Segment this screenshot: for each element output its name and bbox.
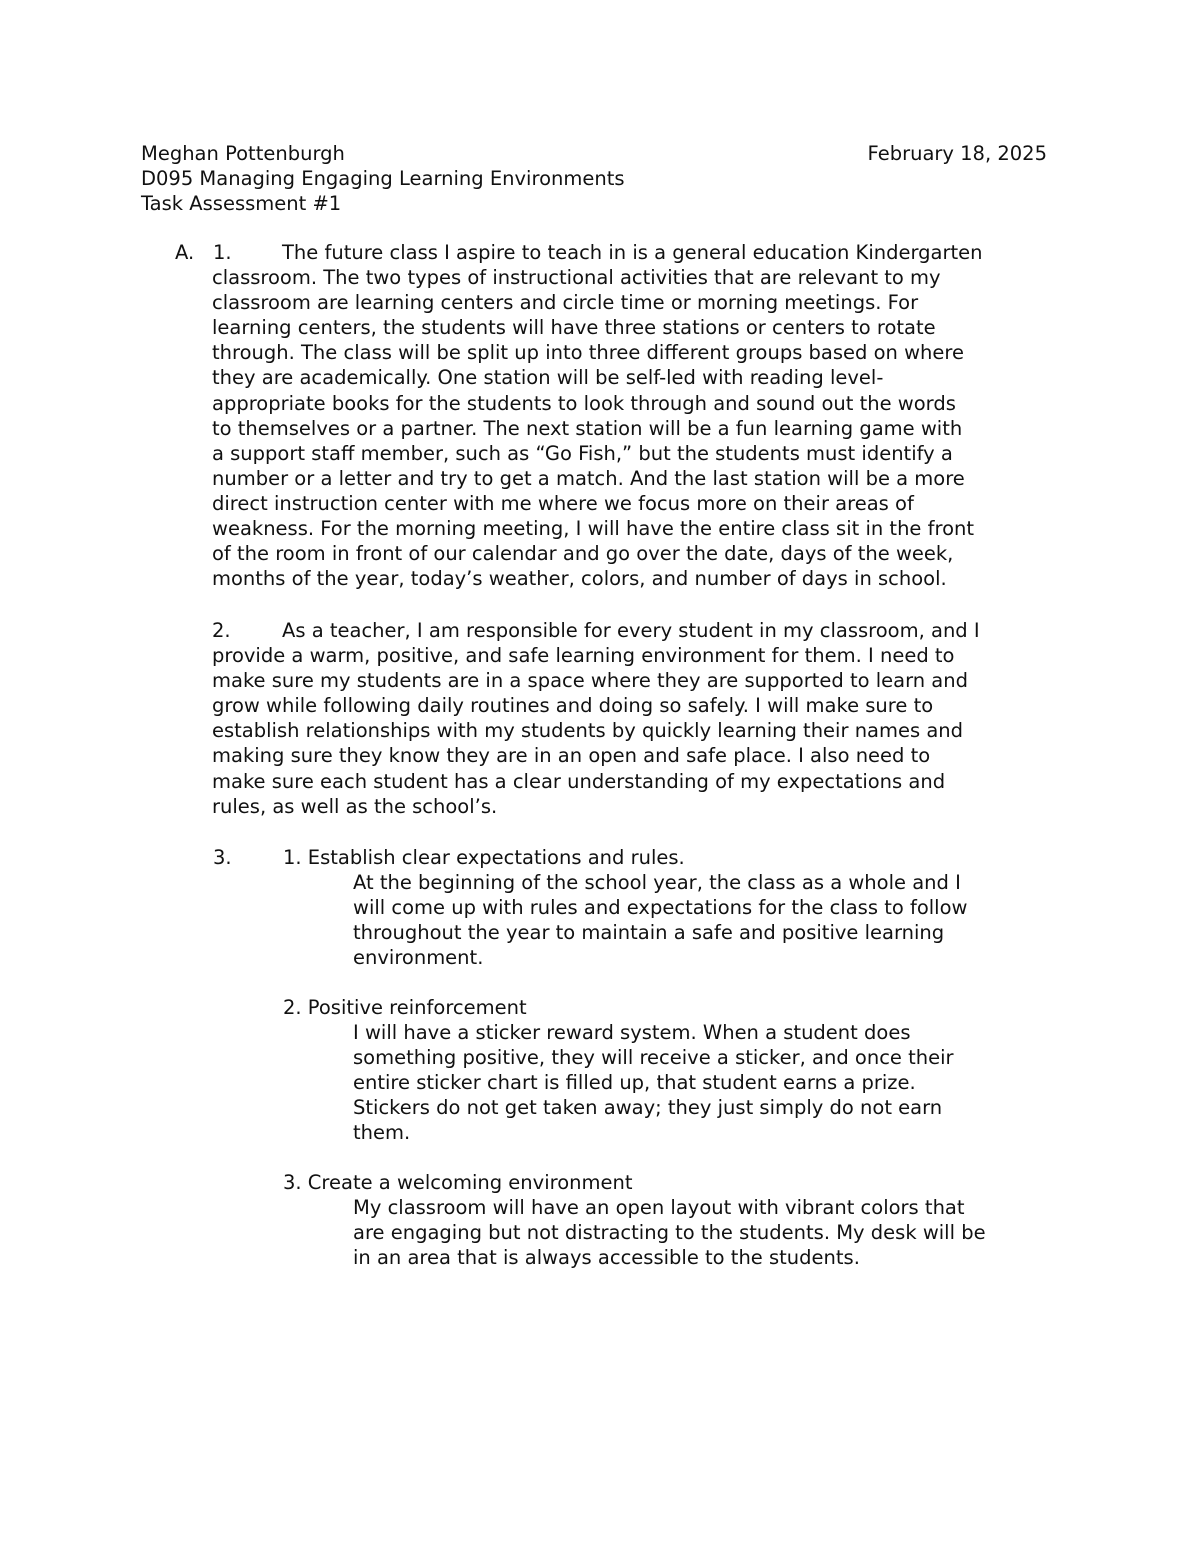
item-2-paragraph xyxy=(212,618,1062,819)
task-title: Task Assessment #1 xyxy=(141,192,342,216)
paragraph-line: rules, as well as the school’s. xyxy=(212,794,498,818)
paragraph-line: months of the year, today’s weather, colors, and number of days in school. xyxy=(212,567,947,591)
paragraph-line: appropriate books for the students to look through and sound out the words xyxy=(212,391,956,415)
paragraph-line: classroom. The two types of instructional activities that are relevant to my xyxy=(212,266,941,290)
paragraph-line: of the room in front of our calendar and go over the date, days of the week, xyxy=(212,542,954,566)
strategy-1-body xyxy=(353,870,1073,970)
paragraph-line: are engaging but not distracting to the students. My desk will be xyxy=(353,1221,986,1245)
paragraph-line: At the beginning of the school year, the class as a whole and I xyxy=(353,871,961,894)
header-row-author xyxy=(141,141,1051,166)
paragraph-line: direct instruction center with me where we focus more on their areas of xyxy=(212,491,914,515)
document-header xyxy=(141,141,1051,216)
paragraph-line: learning centers, the students will have three stations or centers to rotate xyxy=(212,316,936,340)
paragraph-line: The future class I aspire to teach in is a general education Kindergarten xyxy=(282,241,983,264)
paragraph-line: My classroom will have an open layout with vibrant colors that xyxy=(353,1196,965,1219)
paragraph-line: establish relationships with my students by quickly learning their names and xyxy=(212,719,964,743)
strategy-3-heading: 3. Create a welcoming environment xyxy=(283,1171,633,1194)
strategy-2-heading: 2. Positive reinforcement xyxy=(283,996,527,1019)
strategy-2-body xyxy=(353,1020,1073,1145)
item-3-number: 3. xyxy=(213,846,232,869)
paragraph-line: grow while following daily routines and doing so safely. I will make sure to xyxy=(212,694,934,718)
author-name: Meghan Pottenburgh xyxy=(141,142,345,165)
document-date: February 18, 2025 xyxy=(867,142,1047,165)
paragraph-line: Stickers do not get taken away; they just simply do not earn xyxy=(353,1096,943,1120)
paragraph-line: to themselves or a partner. The next station will be a fun learning game with xyxy=(212,416,963,440)
paragraph-line: something positive, they will receive a sticker, and once their xyxy=(353,1046,954,1070)
paragraph-line: make sure each student has a clear understanding of my expectations and xyxy=(212,769,946,793)
paragraph-line: in an area that is always accessible to the students. xyxy=(353,1246,860,1270)
item-1-number: 1. xyxy=(213,241,232,264)
item-2-number: 2. xyxy=(212,619,231,642)
paragraph-line: entire sticker chart is filled up, that student earns a prize. xyxy=(353,1071,916,1095)
paragraph-line: provide a warm, positive, and safe learning environment for them. I need to xyxy=(212,644,955,668)
paragraph-line: classroom are learning centers and circle time or morning meetings. For xyxy=(212,291,919,315)
paragraph-line: them. xyxy=(353,1121,411,1145)
paragraph-line: through. The class will be split up into three different groups based on where xyxy=(212,341,964,365)
strategy-1-heading: 1. Establish clear expectations and rules. xyxy=(283,846,685,869)
paragraph-line: I will have a sticker reward system. When a student does xyxy=(353,1021,911,1044)
paragraph-text: As a teacher, I am responsible for every student in my classroom, and I xyxy=(282,619,980,642)
paragraph-line: making sure they know they are in an open and safe place. I also need to xyxy=(212,744,931,768)
paragraph-line: they are academically. One station will be self-led with reading level- xyxy=(212,366,884,390)
strategy-3-body xyxy=(353,1195,1073,1270)
paragraph-line: throughout the year to maintain a safe and positive learning xyxy=(353,921,945,945)
paragraph-line: environment. xyxy=(353,946,484,970)
course-title: D095 Managing Engaging Learning Environments xyxy=(141,167,625,191)
paragraph-line xyxy=(212,618,1062,643)
paragraph-line: make sure my students are in a space where they are supported to learn and xyxy=(212,669,968,693)
paragraph-line: weakness. For the morning meeting, I will have the entire class sit in the front xyxy=(212,517,975,541)
section-marker: A. xyxy=(175,241,195,264)
paragraph-line: will come up with rules and expectations for the class to follow xyxy=(353,896,968,920)
paragraph-line: a support staff member, such as “Go Fish,” but the students must identify a xyxy=(212,441,953,465)
paragraph-line: number or a letter and try to get a match. And the last station will be a more xyxy=(212,466,965,490)
item-1-paragraph xyxy=(212,240,1062,591)
